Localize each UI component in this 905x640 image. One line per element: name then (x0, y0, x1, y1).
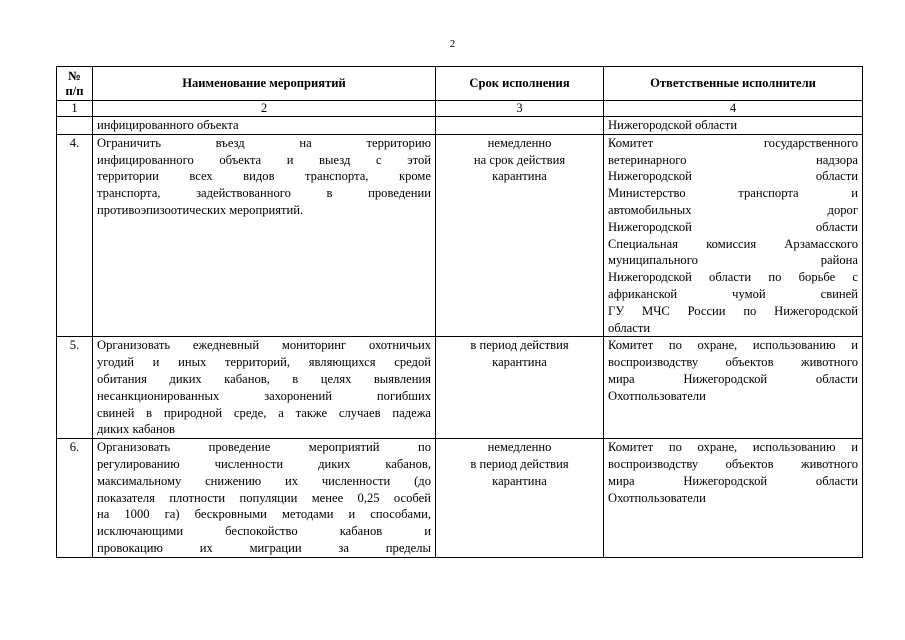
executor-cell (604, 134, 863, 337)
text-line: воспроизводству объектов животного (608, 456, 858, 471)
text-line: Комитет по охране, использованию и (608, 338, 858, 353)
measure-cell (93, 439, 436, 558)
text-line: Организовать ежедневный мониторинг охотничьих (97, 338, 431, 353)
text-line: Комитет государственного (608, 135, 858, 150)
text-line: области (608, 320, 651, 335)
text-line: транспорта, задействованного в проведении (97, 186, 431, 201)
header-measures: Наименование мероприятий (93, 67, 436, 101)
measure-cell (93, 134, 436, 337)
column-numbers-row (57, 101, 863, 117)
text-line: провокацию их миграции за пределы (97, 540, 431, 555)
text-line: Охотпользователи (608, 490, 706, 505)
text-line: Ограничить въезд на территорию (97, 135, 431, 150)
text-line: максимальному снижению их численности (до (97, 473, 431, 488)
continuation-row (57, 117, 863, 135)
text-line: воспроизводству объектов животного (608, 355, 858, 370)
number-cell (57, 117, 93, 135)
executor-cell (604, 337, 863, 439)
text-line: на 1000 га) бескровными методами и способами, (97, 507, 431, 522)
text-line: на срок действия (473, 152, 566, 167)
term-cell (436, 439, 604, 558)
table-body (57, 134, 863, 557)
text-line: диких кабанов (97, 422, 175, 437)
header-term: Срок исполнения (436, 67, 604, 101)
term-cell (436, 117, 604, 135)
term-cell (436, 337, 604, 439)
text-line: территории всех видов транспорта, кроме (97, 169, 431, 184)
text-line: противоэпизоотических мероприятий. (97, 202, 304, 217)
header-executors: Ответственные исполнители (604, 67, 863, 101)
text-line: Специальная комиссия Арзамасского (608, 236, 858, 251)
measure-cell: инфицированного объекта (93, 117, 436, 135)
text-line: карантина (492, 473, 547, 488)
text-line: обитания диких кабанов, в целях выявления (97, 371, 431, 386)
text-line: исключающими беспокойство кабанов и (97, 524, 431, 539)
text-line: карантина (492, 169, 547, 184)
text-line: африканской чумой свиней (608, 286, 858, 301)
header-number: № п/п (57, 67, 93, 101)
text-line: мира Нижегородской области (608, 473, 858, 488)
executor-cell (604, 439, 863, 558)
table-header-row (57, 67, 863, 101)
text-line: регулированию численности диких кабанов, (97, 456, 431, 471)
table-row (57, 134, 863, 337)
term-cell (436, 134, 604, 337)
text-line: карантина (492, 355, 547, 370)
text-line: в период действия (470, 456, 569, 471)
column-number: 3 (436, 101, 604, 117)
text-line: в период действия (470, 338, 569, 353)
text-line: автомобильных дорог (608, 202, 858, 217)
measure-cell (93, 337, 436, 439)
table-row (57, 439, 863, 558)
text-line: Комитет по охране, использованию и (608, 440, 858, 455)
executor-cell: Нижегородской области (604, 117, 863, 135)
text-line: Нижегородской области по борьбе с (608, 270, 858, 285)
text-line: свиней в природной среде, а также случаев падежа (97, 405, 431, 420)
column-number: 2 (93, 101, 436, 117)
page-number: 2 (449, 38, 456, 50)
text-line: Министерство транспорта и (608, 186, 858, 201)
text-line: Нижегородской области (608, 169, 858, 184)
text-line: мира Нижегородской области (608, 371, 858, 386)
text-line: угодий и иных территорий, являющихся средой (97, 355, 431, 370)
text-line: ГУ МЧС России по Нижегородской (608, 303, 858, 318)
row-number: 4. (57, 134, 93, 337)
column-number: 4 (604, 101, 863, 117)
text-line: инфицированного объекта и выезд с этой (97, 152, 431, 167)
text-line: Охотпользователи (608, 388, 706, 403)
text-line: показателя плотности популяции менее 0,25 особей (97, 490, 431, 505)
row-number: 5. (57, 337, 93, 439)
text-line: несанкционированных захоронений погибших (97, 388, 431, 403)
row-number: 6. (57, 439, 93, 558)
measures-table (56, 66, 863, 558)
text-line: Нижегородской области (608, 219, 858, 234)
text-line: немедленно (487, 135, 552, 150)
table-row (57, 337, 863, 439)
text-line: немедленно (487, 440, 552, 455)
text-line: муниципального района (608, 253, 858, 268)
text-line: ветеринарного надзора (608, 152, 858, 167)
text-line: Организовать проведение мероприятий по (97, 440, 431, 455)
column-number: 1 (57, 101, 93, 117)
